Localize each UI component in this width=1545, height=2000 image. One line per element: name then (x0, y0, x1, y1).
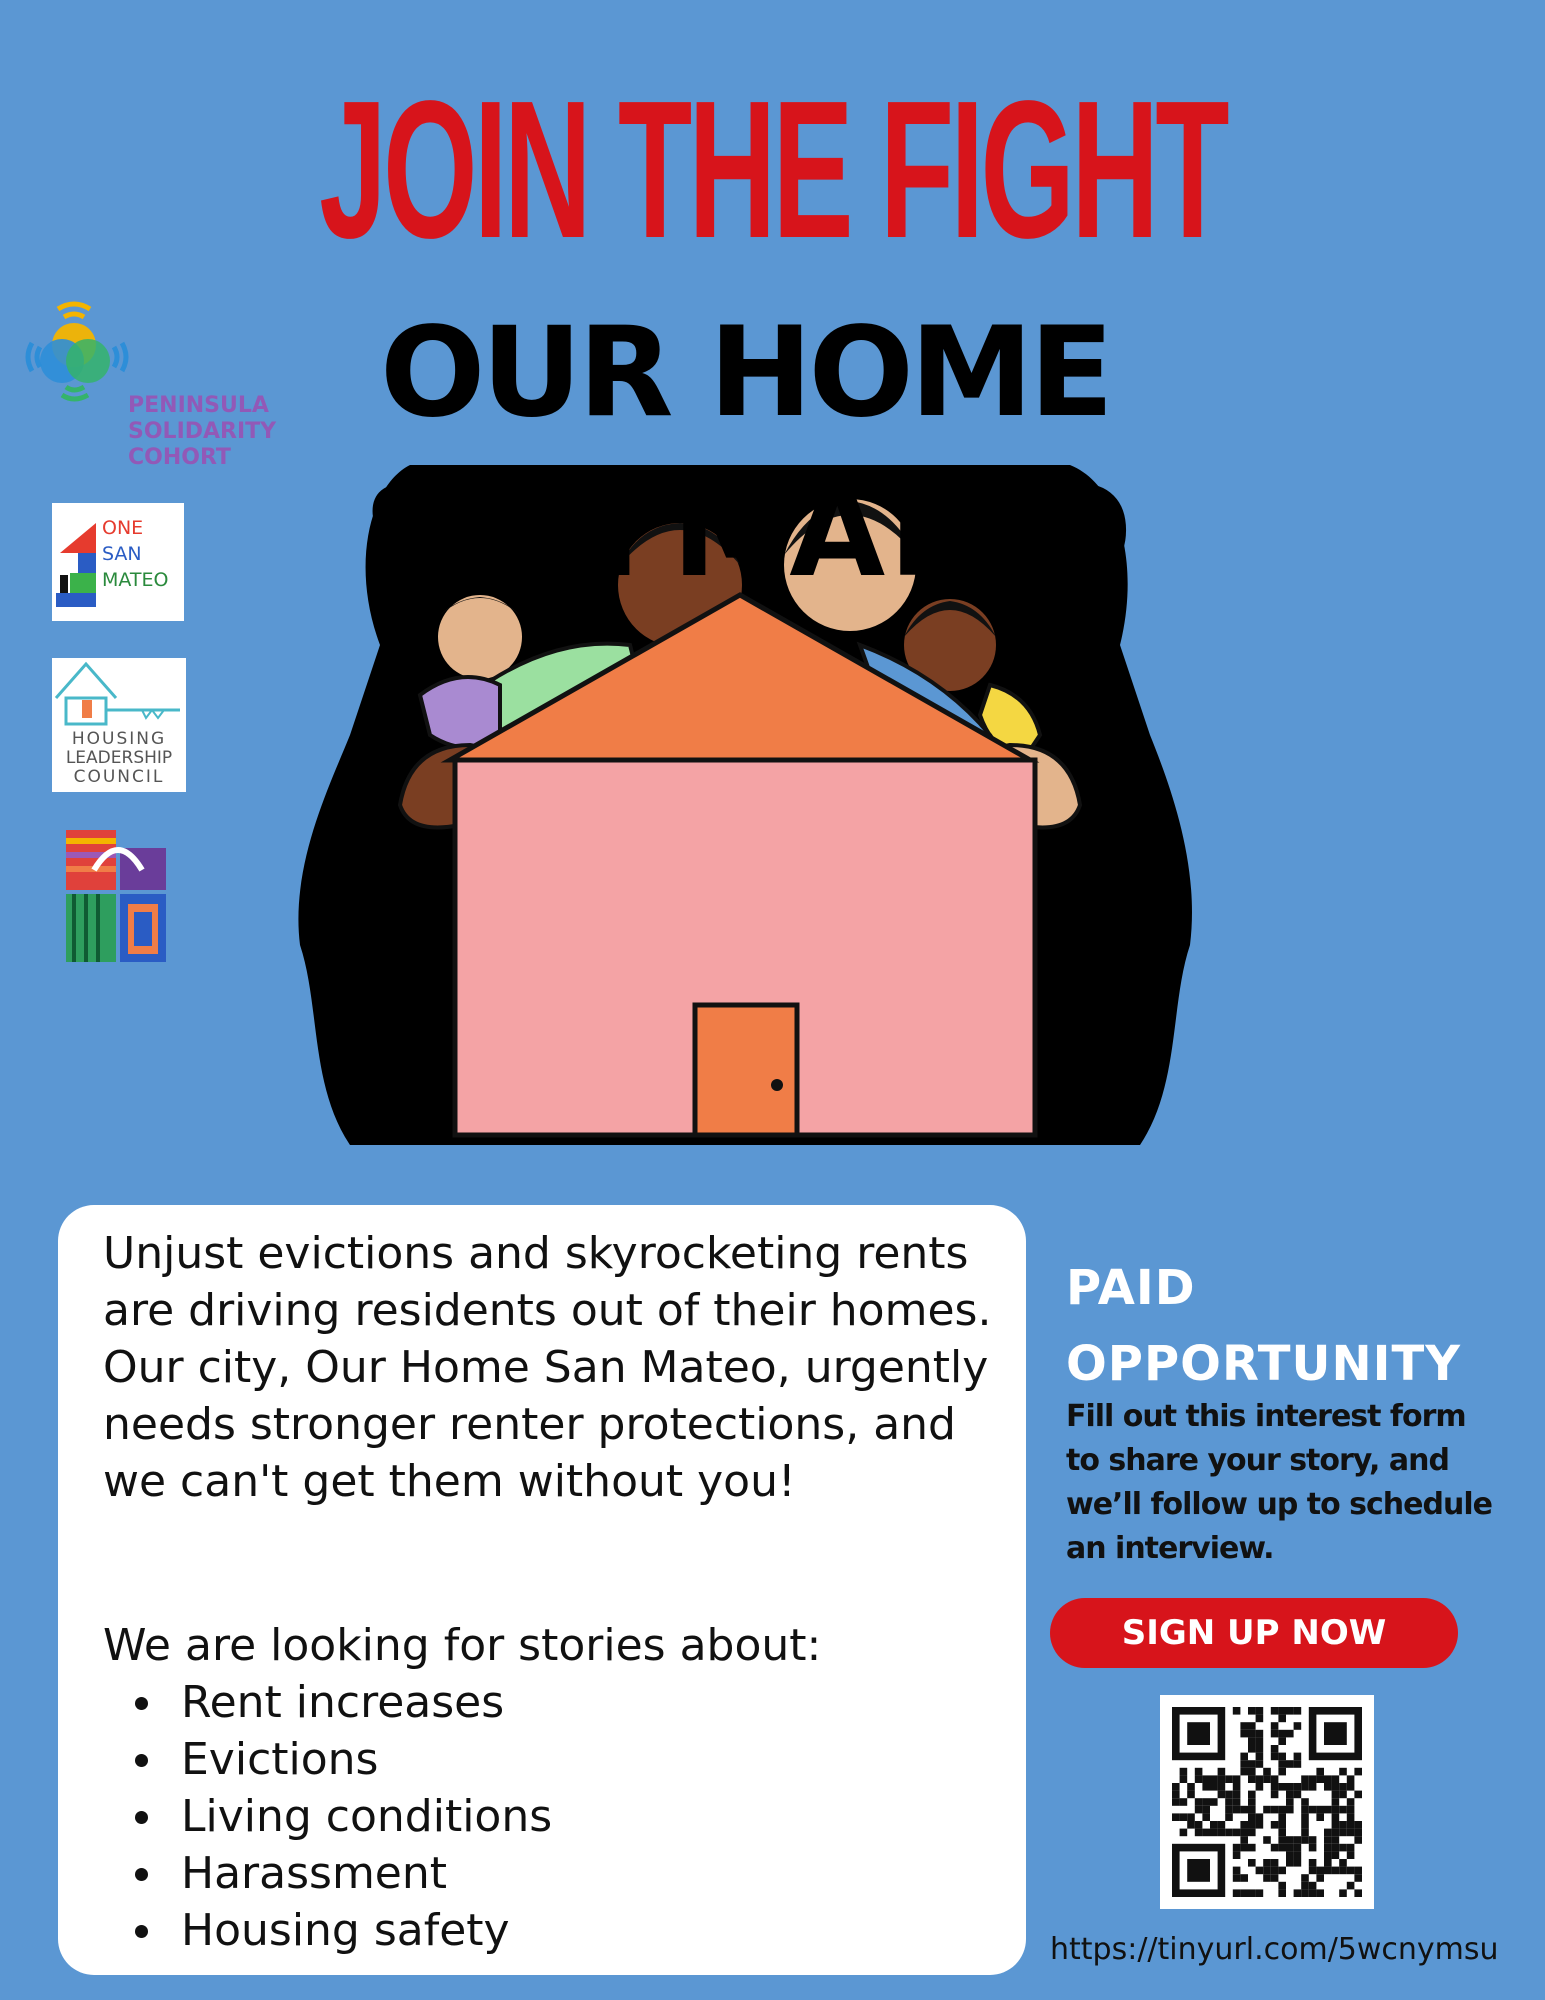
hlc-logo-line: LEADERSHIP (65, 748, 173, 768)
list-item: Housing safety (103, 1902, 552, 1959)
story-card (58, 1205, 1026, 1975)
housing-leadership-logo (52, 658, 186, 792)
list-lead: We are looking for stories about: (103, 1620, 822, 1671)
osm-logo-line: ONE (102, 517, 144, 539)
paid-opportunity-heading (1066, 1250, 1536, 1402)
peninsula-logo-line: PENINSULA (128, 393, 269, 418)
qr-code[interactable] (1160, 1695, 1374, 1909)
osm-logo-line: MATEO (102, 569, 169, 591)
list-item: Evictions (103, 1731, 552, 1788)
wordmark-line-1: OUR HOME (379, 301, 1111, 445)
hlc-logo-line: COUNCIL (73, 767, 165, 787)
peninsula-logo-line: COHORT (128, 445, 231, 470)
list-item: Harassment (103, 1845, 552, 1902)
sign-up-button[interactable]: SIGN UP NOW (1050, 1598, 1458, 1668)
list-item: Living conditions (103, 1788, 552, 1845)
paid-line-2: OPPORTUNITY (1066, 1336, 1462, 1392)
one-san-mateo-logo (52, 503, 184, 621)
signup-url[interactable]: https://tinyurl.com/5wcnymsu (1050, 1932, 1499, 1967)
osm-logo-line: SAN (102, 543, 142, 565)
house-door (695, 1005, 797, 1135)
hero-illustration (290, 265, 1200, 1175)
story-topics-list (103, 1674, 552, 1959)
peninsula-logo-line: SOLIDARITY (128, 419, 277, 444)
intro-text: Unjust evictions and skyrocketing rents are driving residents out of their homes. Our city, Our Home San Mateo, urgently needs stronger renter protections, and we can't get them without you! (103, 1228, 992, 1507)
wordmark-line-2: SAN MATEO (363, 461, 1127, 605)
form-description: Fill out this interest form to share your story, and we’ll follow up to schedule an interview. (1066, 1399, 1492, 1566)
art-collective-logo (66, 830, 170, 962)
door-knob (771, 1079, 783, 1091)
peninsula-solidarity-logo (22, 295, 282, 475)
hlc-logo-line: HOUSING (71, 729, 167, 749)
list-item: Rent increases (103, 1674, 552, 1731)
paid-line-1: PAID (1066, 1260, 1196, 1316)
page-title: JOIN THE FIGHT (319, 60, 1226, 279)
